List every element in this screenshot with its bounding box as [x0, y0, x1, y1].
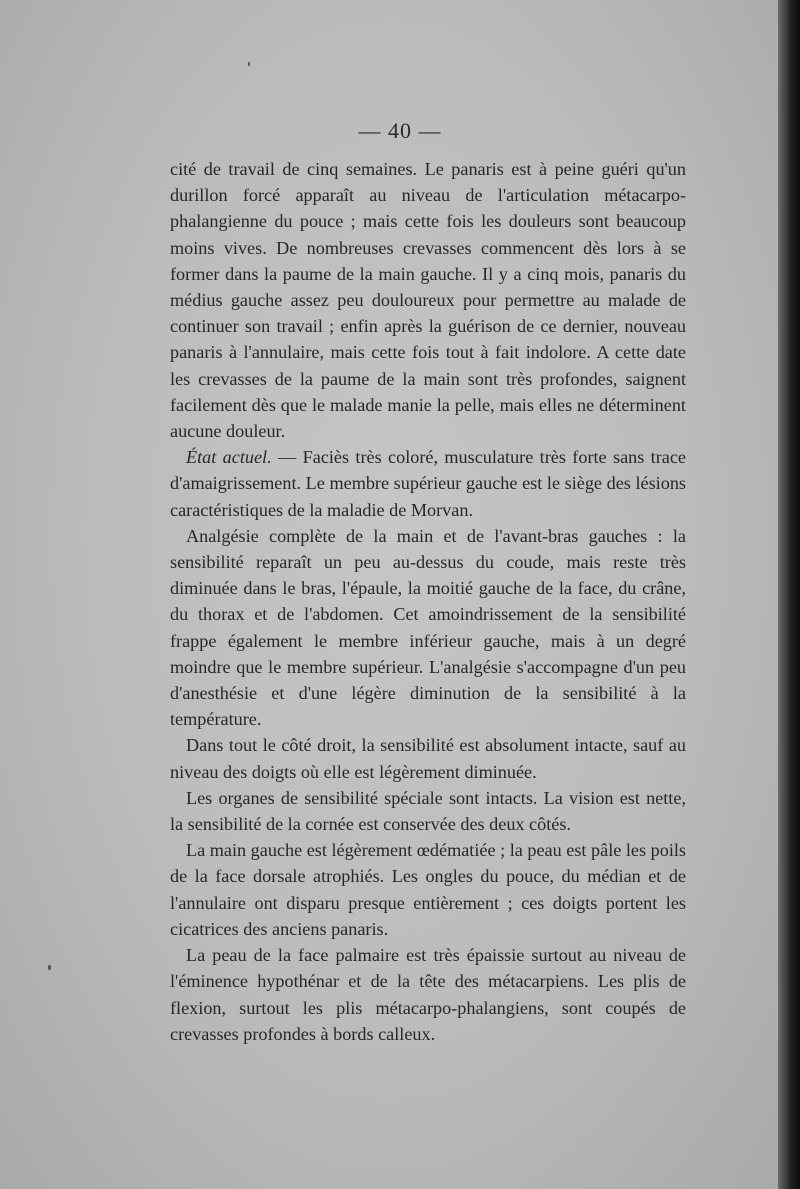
- paragraph-6: La main gauche est légèrement œdématiée ; la peau est pâle les poils de la face dorsale atrophiés. Les ongles du pouce, du médian et de l'annulaire ont disparu presque entièrement ; ces doigts portent les cicatrices des anciens panaris.: [170, 840, 686, 939]
- ink-speck: [248, 62, 250, 66]
- paragraph-2: [170, 444, 686, 523]
- paragraph-7: La peau de la face palmaire est très épaissie surtout au niveau de l'éminence hypothénar et de la tête des métacarpiens. Les plis de flexion, surtout les plis métacarpo-phalangiens, sont coupés de crevasses profondes à bords calleux.: [170, 945, 686, 1044]
- page-number: — 40 —: [358, 118, 442, 143]
- ink-speck: [48, 965, 51, 970]
- paragraph-5: Les organes de sensibilité spéciale sont intacts. La vision est nette, la sensibilité de la cornée est conservée des deux côtés.: [170, 787, 686, 835]
- section-lead-etat-actuel: État actuel.: [186, 447, 272, 468]
- paragraph-4: Dans tout le côté droit, la sensibilité est absolument intacte, sauf au niveau des doigts où elle est légèrement diminuée.: [170, 735, 686, 782]
- paragraph-1: cité de travail de cinq semaines. Le panaris est à peine guéri qu'un durillon forcé apparaît au niveau de l'articulation métacarpo-phalangienne du pouce ; mais cette fois les douleurs sont beaucoup moins vives. De nombreuses crevasses commencent dès lors à se former dans la paume de la main gauche. Il y a cinq mois, panaris du médius gauche assez peu douloureux pour permettre au malade de continuer son travail ; enfin après la guérison de ce dernier, nouveau panaris à l'annulaire, mais cette fois tout à fait indolore. A cette date les crevasses de la paume de la main sont très profondes, saignent facilement dès que le malade manie la pelle, mais elles ne déterminent aucune douleur.: [170, 159, 686, 442]
- page-edge-shadow: [778, 0, 800, 1189]
- paragraph-2-text: — Faciès très coloré, musculature très forte sans trace d'amaigrissement. Le membre supérieur gauche est le siège des lésions caractéristiques de la maladie de Morvan.: [170, 447, 687, 520]
- body-text: [170, 156, 686, 1047]
- paragraph-3: Analgésie complète de la main et de l'avant-bras gauches : la sensibilité reparaît un peu au-dessus du coude, mais reste très diminuée dans le bras, l'épaule, la moitié gauche de la face, du crâne, du thorax et de l'abdomen. Cet amoindrissement de la sensibilité frappe également le membre inférieur gauche, mais à un degré moindre que le membre supérieur. L'analgésie s'accompagne d'un peu d'anesthésie et d'une légère diminution de la sensibilité à la température.: [170, 525, 686, 730]
